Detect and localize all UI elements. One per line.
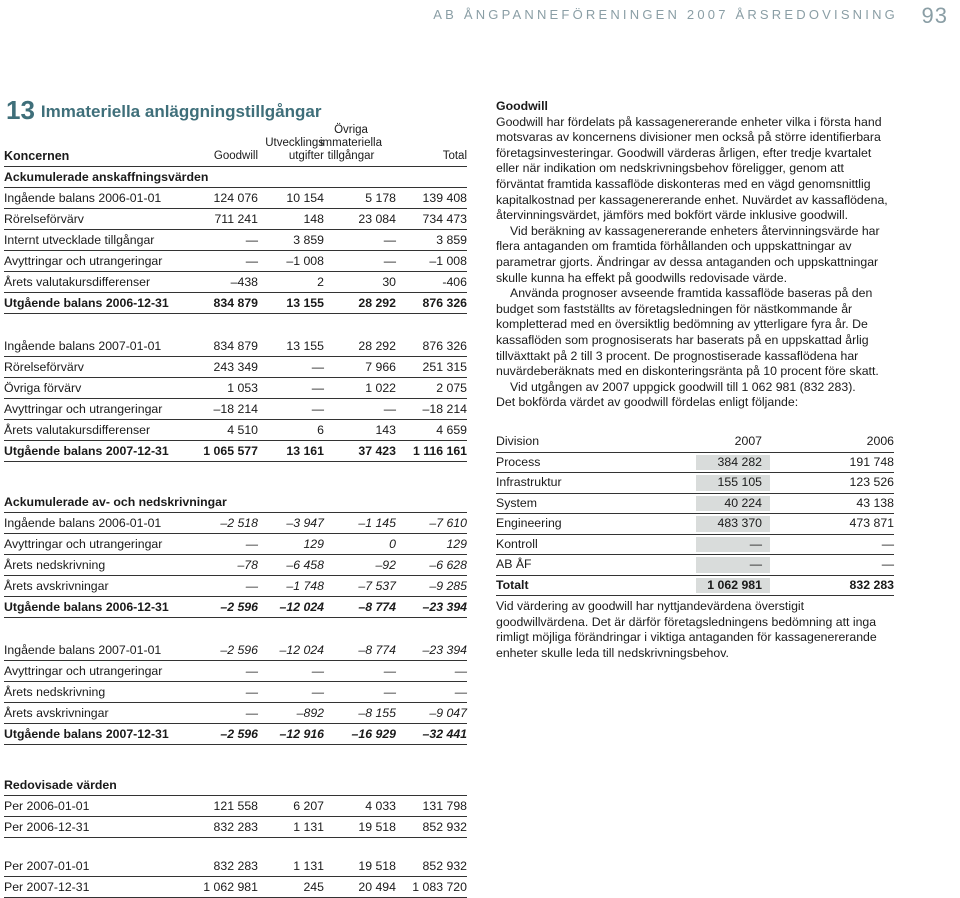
cell-value: –6 628: [429, 558, 467, 572]
col-development: Utvecklings utgifter: [265, 137, 324, 162]
total-row: [4, 293, 467, 314]
cell-value: –23 394: [422, 600, 467, 614]
cell-value: —: [245, 706, 258, 720]
cell-value: 0: [389, 537, 396, 551]
division-value: —: [881, 557, 894, 571]
cell-value: –8 155: [358, 706, 396, 720]
note-number: 13: [6, 95, 35, 125]
column-header: [4, 122, 467, 167]
cell-value: –18 214: [213, 402, 258, 416]
cell-value: 1 131: [293, 859, 324, 873]
cell-value: –78: [237, 558, 258, 572]
table-row: [4, 293, 467, 314]
division-value: 155 105: [717, 475, 762, 489]
cell-value: –1 748: [286, 579, 324, 593]
cell-value: 1 131: [293, 820, 324, 834]
cell-value: –16 929: [351, 727, 396, 741]
row-label: Årets nedskrivning: [4, 685, 106, 699]
division-value: —: [749, 536, 762, 551]
division-name: AB ÅF: [496, 557, 532, 571]
table-row: [4, 703, 467, 724]
cell-value: 834 879: [213, 339, 258, 353]
cell-value: 852 932: [422, 859, 467, 873]
col-goodwill: Goodwill: [213, 150, 258, 162]
cell-value: –12 916: [279, 727, 324, 741]
running-title: AB ÅNGPANNEFÖRENINGEN 2007 ÅRSREDOVISNING: [433, 7, 898, 22]
cell-value: 19 518: [358, 859, 396, 873]
cell-value: –6 458: [286, 558, 324, 572]
cell-value: 28 292: [358, 339, 396, 353]
cell-value: 4 510: [227, 423, 258, 437]
total-row: [4, 724, 467, 745]
cell-value: 148: [303, 212, 324, 226]
cell-value: –1 145: [358, 516, 396, 530]
cell-value: –1 008: [286, 254, 324, 268]
division-name: Engineering: [496, 516, 562, 530]
row-label: Ingående balans 2006-01-01: [4, 516, 162, 530]
cell-value: 28 292: [358, 296, 396, 310]
col-other-intangibles: Övriga immateriella tillgångar: [320, 124, 382, 162]
cell-value: 131 798: [422, 799, 467, 813]
paragraph: Vid utgången av 2007 uppgick goodwill till 1 062 981 (832 283).: [510, 379, 856, 394]
corner-label: Koncernen: [4, 149, 70, 163]
division-table: [496, 432, 894, 596]
cell-value: 832 283: [213, 859, 258, 873]
cell-value: 124 076: [213, 191, 258, 205]
table-row: [4, 230, 467, 251]
division-name: Infrastruktur: [496, 475, 562, 489]
cell-value: —: [383, 402, 396, 416]
col-total: Total: [442, 150, 467, 162]
cell-value: 121 558: [213, 799, 258, 813]
row-label: Per 2007-12-31: [4, 880, 90, 894]
row-group-depreciation-2006: [4, 513, 467, 597]
table-row: [4, 661, 467, 682]
cell-value: 251 315: [422, 360, 467, 374]
cell-value: –9 047: [429, 706, 467, 720]
row-label: Ingående balans 2006-01-01: [4, 191, 162, 205]
section-heading: Ackumulerade anskaffningsvärden: [4, 167, 467, 188]
row-label: Övriga förvärv: [4, 381, 82, 395]
cell-value: —: [311, 664, 324, 678]
division-row: [496, 514, 894, 535]
cell-value: —: [383, 254, 396, 268]
cell-value: 139 408: [422, 191, 467, 205]
table-row: [4, 724, 467, 745]
cell-value: 1 116 161: [412, 444, 467, 458]
row-label: Avyttringar och utrangeringar: [4, 402, 163, 416]
row-label: Utgående balans 2007-12-31: [4, 444, 169, 458]
total-row: [4, 441, 467, 462]
cell-value: 13 161: [286, 444, 324, 458]
table-row: [4, 378, 467, 399]
cell-value: 1 053: [227, 381, 258, 395]
table-row: [4, 209, 467, 230]
cell-value: –8 774: [358, 643, 396, 657]
cell-value: —: [454, 685, 467, 699]
cell-value: —: [245, 254, 258, 268]
cell-value: 6: [317, 423, 324, 437]
paragraph: Det bokförda värdet av goodwill fördelas enligt följande:: [496, 395, 799, 410]
cell-value: 1 083 720: [412, 880, 467, 894]
cell-value: –438: [230, 275, 258, 289]
cell-value: –2 596: [220, 600, 258, 614]
cell-value: –12 024: [279, 600, 324, 614]
division-value: —: [881, 536, 894, 551]
cell-value: 37 423: [358, 444, 396, 458]
table-row: [4, 336, 467, 357]
cell-value: –8 774: [358, 600, 396, 614]
row-group-depreciation-2007: [4, 640, 467, 724]
cell-value: —: [383, 233, 396, 247]
division-row: [496, 473, 894, 494]
division-value: 473 871: [849, 516, 894, 530]
division-name: Kontroll: [496, 536, 538, 551]
row-label: Ingående balans 2007-01-01: [4, 339, 162, 353]
cell-value: –2 596: [220, 727, 258, 741]
cell-value: –892: [296, 706, 324, 720]
division-value: 191 748: [849, 454, 894, 469]
page-header: [0, 3, 960, 28]
cell-value: –2 518: [220, 516, 258, 530]
cell-value: –7 610: [429, 516, 467, 530]
cell-value: —: [311, 381, 324, 395]
table-row: [4, 513, 467, 534]
division-value: 40 224: [724, 495, 762, 510]
cell-value: 4 033: [365, 799, 396, 813]
cell-value: —: [454, 664, 467, 678]
cell-value: 1 022: [365, 381, 396, 395]
section-heading: Ackumulerade av- och nedskrivningar: [4, 492, 467, 513]
paragraph: Goodwill har fördelats på kassagenererande enheter vilka i första hand motsvaras av koncernens divisioner men också på större identifierbara företagsinvesteringar. Goodwill värderas årligen, efter tredje kvartalet eller när indikation om nedskrivningsbehov föreligger, genom att förväntat framtida kassaflöde diskonteras med en vägd genomsnittlig kapitalkostnad per kassagenererande enhet. Nuvärdet av kassaflödena, återvinningsvärdet, jämförs med bokfört värde inklusive goodwill.: [496, 114, 888, 223]
note-heading: Immateriella anläggningstillgångar: [40, 102, 322, 121]
division-name: Process: [496, 454, 541, 469]
row-label: Internt utvecklade tillgångar: [4, 233, 155, 247]
table-row: [4, 420, 467, 441]
cell-value: –92: [375, 558, 396, 572]
paragraph: Vid beräkning av kassagenererande enheters återvinningsvärde har flera antaganden om framtida förhållanden och uppskattningar av parametrar gjorts. Ändringar av dessa antaganden och uppskattningar skulle kunna ha effekt på goodwills redovisade värde.: [496, 223, 880, 285]
cell-value: 23 084: [358, 212, 396, 226]
row-label: Ingående balans 2007-01-01: [4, 643, 162, 657]
cell-value: 6 207: [293, 799, 324, 813]
table-row: [4, 555, 467, 576]
cell-value: –12 024: [279, 643, 324, 657]
division-value: 43 138: [856, 495, 894, 510]
cell-value: 852 932: [422, 820, 467, 834]
row-group-carrying-2006: [4, 796, 467, 838]
row-label: Avyttringar och utrangeringar: [4, 537, 163, 551]
row-label: Årets avskrivningar: [4, 706, 109, 720]
cell-value: 13 155: [286, 296, 324, 310]
cell-value: —: [245, 685, 258, 699]
cell-value: 834 879: [213, 296, 258, 310]
cell-value: —: [245, 233, 258, 247]
cell-value: –1 008: [429, 254, 467, 268]
cell-value: —: [311, 402, 324, 416]
row-label: Årets valutakursdifferenser: [4, 275, 151, 289]
cell-value: 3 859: [293, 233, 324, 247]
cell-value: –32 441: [422, 727, 467, 741]
section-heading: Redovisade värden: [4, 775, 467, 796]
row-group-carrying-2007: [4, 856, 467, 898]
cell-value: -406: [442, 275, 467, 289]
cell-value: 711 241: [214, 212, 258, 226]
table-row: [4, 856, 467, 877]
table-row: [4, 817, 467, 838]
goodwill-text: [496, 99, 894, 411]
cell-value: 1 062 981: [203, 880, 258, 894]
cell-value: –18 214: [422, 402, 467, 416]
intangible-assets-table: [4, 122, 467, 898]
table-row: [4, 877, 467, 898]
cell-value: 876 326: [422, 296, 467, 310]
cell-value: –2 596: [220, 643, 258, 657]
cell-value: 129: [446, 537, 467, 551]
table-row: [4, 399, 467, 420]
cell-value: 243 349: [213, 360, 258, 374]
division-value: —: [749, 557, 762, 571]
cell-value: 876 326: [422, 339, 467, 353]
cell-value: 143: [375, 423, 396, 437]
row-label: Per 2006-01-01: [4, 799, 90, 813]
cell-value: —: [311, 360, 324, 374]
row-label: Avyttringar och utrangeringar: [4, 254, 163, 268]
cell-value: 2: [317, 275, 324, 289]
table-row: [4, 640, 467, 661]
closing-paragraph: Vid värdering av goodwill har nyttjandevärdena överstigit goodwillvärdena. Det är därför företagsledningens bedömning att inga rimligt möjliga förändringar i viktiga antaganden för kassagenererande enheter skulle leda till nedskrivningsbehov.: [496, 599, 877, 660]
row-label: Per 2007-01-01: [4, 859, 90, 873]
row-group-acquisition-2006: [4, 188, 467, 293]
paragraph: Använda prognoser avseende framtida kassaflöde baseras på den budget som fastställts av företagsledningen för nästkommande år kompletterad med en översiktlig bedömning av ytterligare fyra år. De kassaflöden som prognosiserats har baserats på en uppskattad årlig tillväxttakt på 2 till 3 procent. De prognostiserade kassaflödena har nuvärdeberäknats med en diskonteringsränta på 10 procent före skatt.: [496, 286, 879, 379]
table-row: [4, 796, 467, 817]
row-label: Rörelseförvärv: [4, 212, 84, 226]
table-row: [4, 251, 467, 272]
table-row: [4, 441, 467, 462]
table-row: [4, 357, 467, 378]
row-group-acquisition-2007: [4, 336, 467, 441]
row-label: Årets nedskrivning: [4, 558, 106, 572]
row-label: Utgående balans 2007-12-31: [4, 727, 169, 741]
table-row: [4, 188, 467, 209]
cell-value: 7 966: [365, 360, 396, 374]
goodwill-heading: Goodwill: [496, 99, 548, 113]
cell-value: —: [383, 685, 396, 699]
cell-value: –23 394: [422, 643, 467, 657]
division-row: [496, 453, 894, 474]
cell-value: —: [245, 579, 258, 593]
cell-value: 19 518: [358, 820, 396, 834]
cell-value: 832 283: [213, 820, 258, 834]
cell-value: 5 178: [365, 191, 396, 205]
division-table-header: Division 2007 2006: [496, 432, 894, 453]
row-label: Årets avskrivningar: [4, 579, 109, 593]
row-label: Avyttringar och utrangeringar: [4, 664, 163, 678]
table-row: [4, 272, 467, 293]
cell-value: 245: [303, 880, 324, 894]
division-total-row: Totalt 1 062 981 832 283: [496, 576, 894, 597]
cell-value: –3 947: [286, 516, 324, 530]
cell-value: 4 659: [436, 423, 467, 437]
row-label: Utgående balans 2006-12-31: [4, 296, 169, 310]
total-row: [4, 597, 467, 618]
cell-value: –7 537: [358, 579, 396, 593]
cell-value: 3 859: [436, 233, 467, 247]
division-row: [496, 535, 894, 556]
cell-value: 30: [382, 275, 396, 289]
cell-value: 734 473: [422, 212, 467, 226]
cell-value: —: [245, 537, 258, 551]
cell-value: 13 155: [286, 339, 324, 353]
division-row: [496, 555, 894, 576]
row-label: Per 2006-12-31: [4, 820, 90, 834]
cell-value: —: [311, 685, 324, 699]
cell-value: 1 065 577: [203, 444, 258, 458]
division-name: System: [496, 495, 537, 510]
cell-value: –9 285: [429, 579, 467, 593]
cell-value: 129: [303, 537, 324, 551]
division-value: 384 282: [717, 454, 762, 469]
cell-value: 10 154: [286, 191, 324, 205]
cell-value: 2 075: [436, 381, 467, 395]
row-label: Årets valutakursdifferenser: [4, 423, 151, 437]
table-row: [4, 597, 467, 618]
row-label: Rörelseförvärv: [4, 360, 84, 374]
row-label: Utgående balans 2006-12-31: [4, 600, 169, 614]
cell-value: —: [383, 664, 396, 678]
page-number: 93: [921, 3, 948, 28]
table-row: [4, 534, 467, 555]
table-row: [4, 682, 467, 703]
division-row: [496, 494, 894, 515]
division-value: 123 526: [849, 475, 894, 489]
cell-value: 20 494: [358, 880, 396, 894]
table-row: [4, 576, 467, 597]
cell-value: —: [245, 664, 258, 678]
division-value: 483 370: [717, 516, 762, 530]
